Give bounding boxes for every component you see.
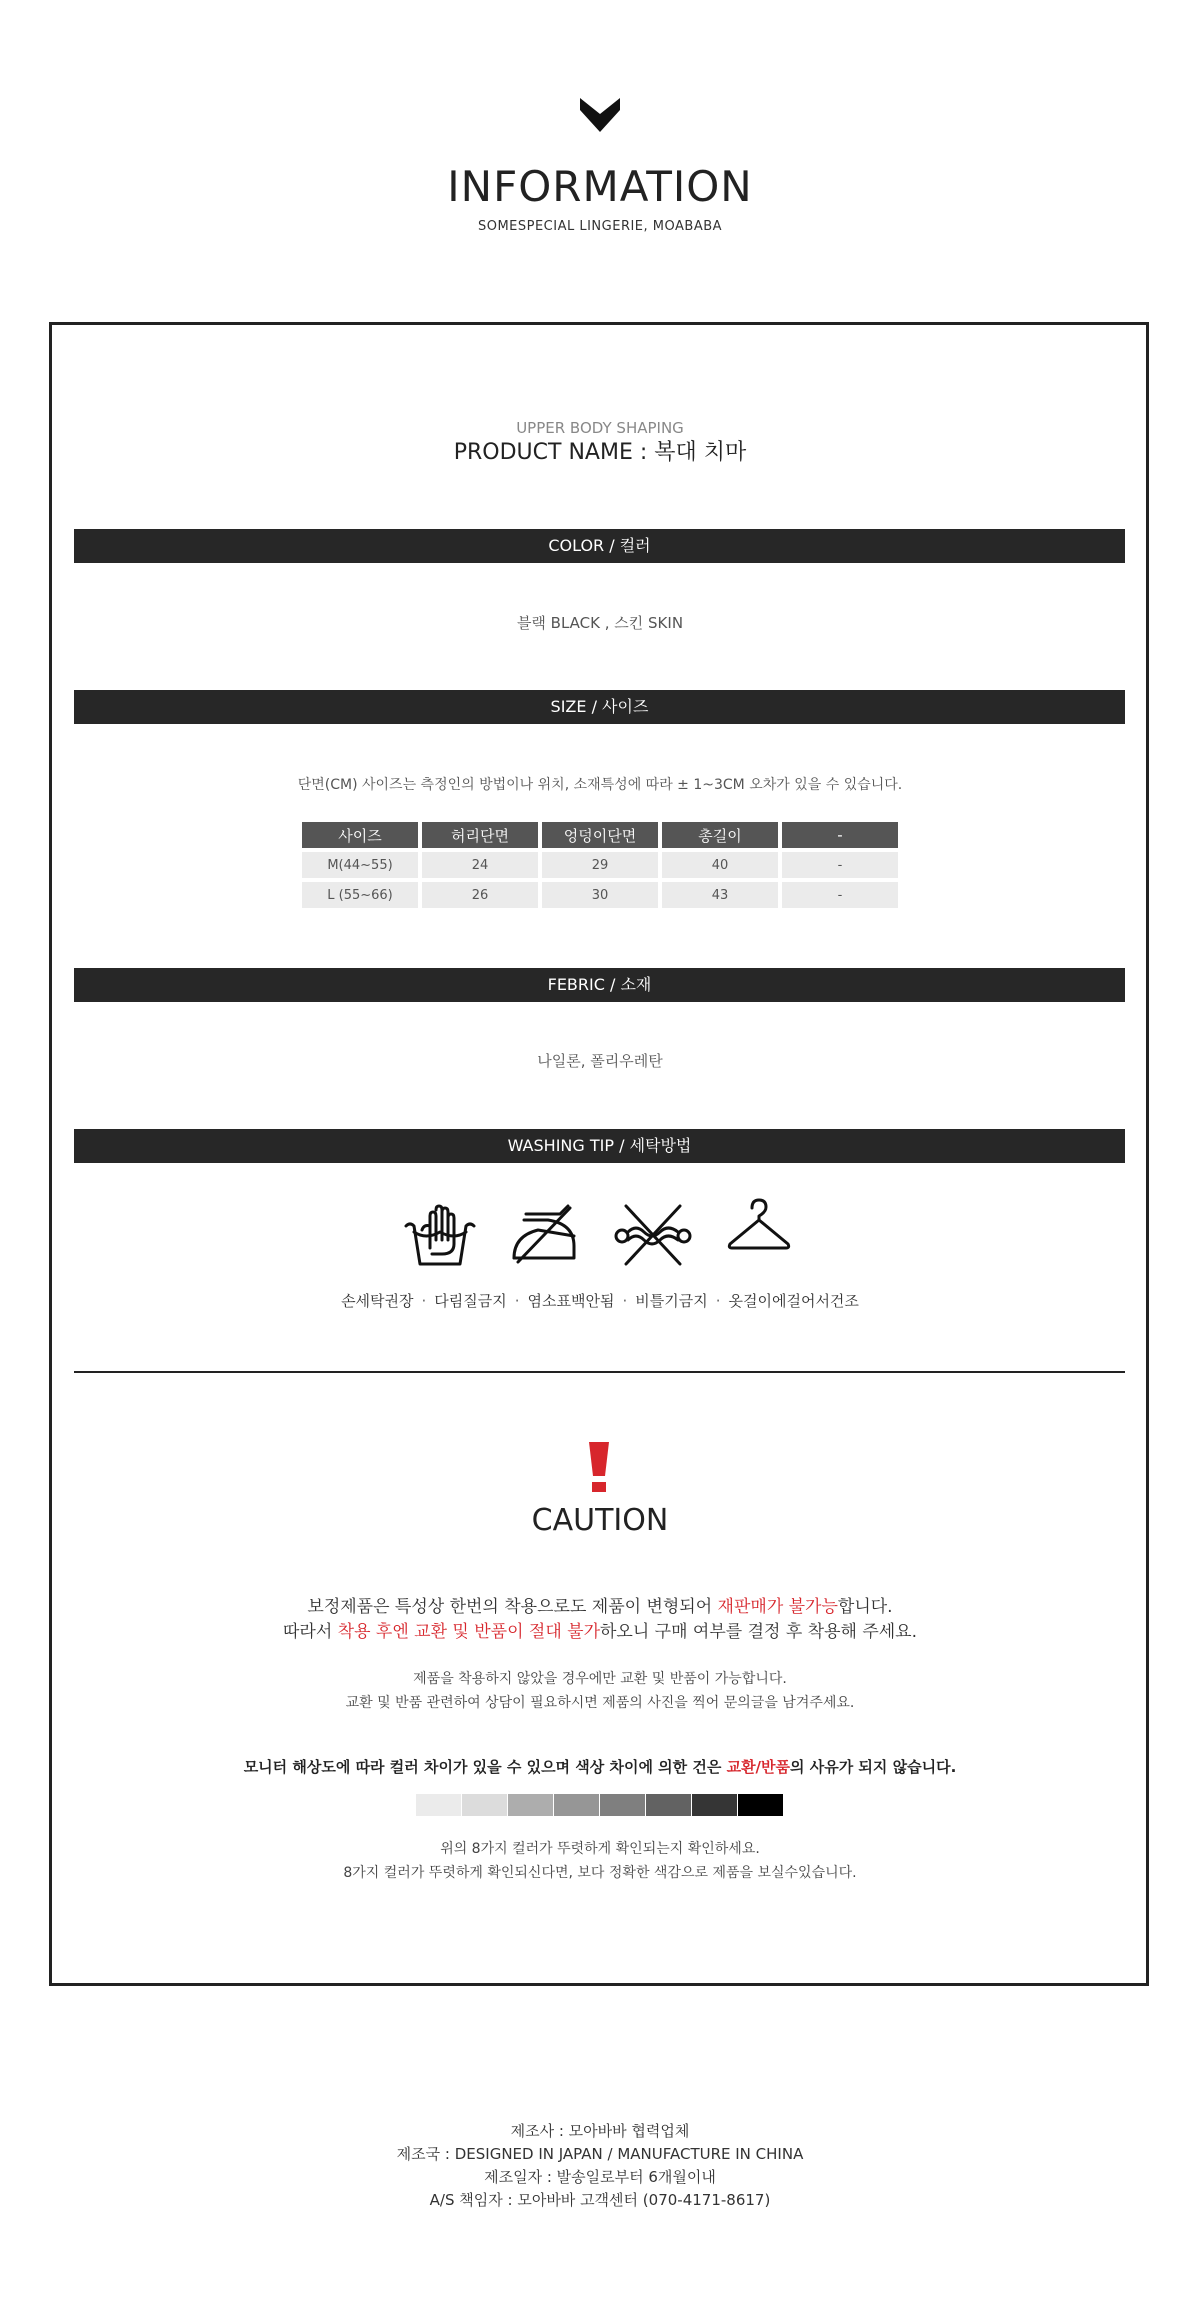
table-cell: 24 (422, 852, 538, 878)
swatch (600, 1794, 645, 1816)
color-heading: COLOR / 컬러 (74, 529, 1125, 563)
swatch (508, 1794, 553, 1816)
swatch (554, 1794, 599, 1816)
washing-icons (0, 1196, 1200, 1268)
caution-text: 보정제품은 특성상 한번의 착용으로도 제품이 변형되어 (307, 1597, 718, 1617)
separator: · (421, 1292, 427, 1310)
notice-highlight: 교환/반품 (726, 1758, 791, 1776)
section-divider (74, 1371, 1125, 1373)
caution-line-4: 교환 및 반품 관련하여 상담이 필요하시면 제품의 사진을 찍어 문의글을 남겨주세요. (345, 1695, 855, 1711)
footer-date: 제조일자 : 발송일로부터 6개월이내 (484, 2168, 716, 2186)
table-cell: - (782, 882, 898, 908)
swatch (692, 1794, 737, 1816)
no-iron-icon (508, 1196, 580, 1268)
size-note: 단면(CM) 사이즈는 측정인의 방법이나 위치, 소재특성에 따라 ± 1~3CM 오차가 있을 수 있습니다. (297, 777, 903, 793)
swatch-check-2: 8가지 컬러가 뚜렷하게 확인되신다면, 보다 정확한 색감으로 제품을 보실수있습니다. (343, 1865, 857, 1881)
caution-line-3: 제품을 착용하지 않았을 경우에만 교환 및 반품이 가능합니다. (413, 1671, 787, 1687)
washing-label: 비틀기금지 (635, 1292, 708, 1310)
footer-as: A/S 책임자 : 모아바바 고객센터 (070-4171-8617) (429, 2191, 771, 2209)
swatch (646, 1794, 691, 1816)
washing-labels (0, 1290, 1200, 1311)
swatch (462, 1794, 507, 1816)
notice-text: 의 사유가 되지 않습니다. (790, 1758, 957, 1776)
hand-wash-icon (402, 1196, 478, 1268)
separator: · (514, 1292, 520, 1310)
table-row (302, 852, 898, 878)
caution-line-1 (0, 1592, 1200, 1617)
table-cell: L (55~66) (302, 882, 418, 908)
page-title: INFORMATION (447, 162, 753, 211)
swatch-check-1: 위의 8가지 컬러가 뚜렷하게 확인되는지 확인하세요. (440, 1841, 760, 1857)
column-header: - (782, 822, 898, 848)
size-heading: SIZE / 사이즈 (74, 690, 1125, 724)
product-name: PRODUCT NAME : 복대 치마 (453, 440, 747, 465)
table-cell: M(44~55) (302, 852, 418, 878)
column-header: 사이즈 (302, 822, 418, 848)
notice-text: 모니터 해상도에 따라 컬러 차이가 있을 수 있으며 색상 차이에 의한 건은 (243, 1758, 727, 1776)
monitor-notice (0, 1756, 1200, 1777)
column-header: 총길이 (662, 822, 778, 848)
caution-text: 합니다. (837, 1597, 893, 1617)
caution-text: 따라서 (282, 1622, 338, 1642)
table-cell: 40 (662, 852, 778, 878)
swatch (416, 1794, 461, 1816)
washing-label: 염소표백안됨 (527, 1292, 615, 1310)
column-header: 엉덩이단면 (542, 822, 658, 848)
chevron-down-icon (580, 98, 620, 132)
caution-text: 하오니 구매 여부를 결정 후 착용해 주세요. (600, 1622, 918, 1642)
size-table (298, 818, 902, 912)
footer-maker: 제조사 : 모아바바 협력업체 (510, 2122, 690, 2140)
fabric-value: 나일론, 폴리우레탄 (537, 1052, 663, 1070)
separator: · (622, 1292, 628, 1310)
column-header: 허리단면 (422, 822, 538, 848)
color-value: 블랙 BLACK , 스킨 SKIN (516, 614, 684, 632)
caution-title: CAUTION (531, 1503, 669, 1538)
washing-label: 옷걸이에걸어서건조 (728, 1292, 859, 1310)
fabric-heading: FEBRIC / 소재 (74, 968, 1125, 1002)
caution-highlight: 착용 후엔 교환 및 반품이 절대 불가 (337, 1622, 600, 1642)
caution-line-2 (0, 1617, 1200, 1642)
table-cell: 29 (542, 852, 658, 878)
washing-label: 손세탁권장 (341, 1292, 414, 1310)
color-swatches (416, 1794, 784, 1816)
separator: · (715, 1292, 721, 1310)
no-bleach-icon (612, 1196, 694, 1268)
size-table-header (302, 822, 898, 848)
table-cell: - (782, 852, 898, 878)
hanger-dry-icon (726, 1196, 792, 1256)
page-subtitle: SOMESPECIAL LINGERIE, MOABABA (477, 219, 723, 234)
table-cell: 43 (662, 882, 778, 908)
washing-label: 다림질금지 (434, 1292, 507, 1310)
table-cell: 30 (542, 882, 658, 908)
washing-heading: WASHING TIP / 세탁방법 (74, 1129, 1125, 1163)
product-category: UPPER BODY SHAPING (516, 419, 684, 437)
footer-country: 제조국 : DESIGNED IN JAPAN / MANUFACTURE IN CHINA (396, 2145, 804, 2163)
table-cell: 26 (422, 882, 538, 908)
table-row (302, 882, 898, 908)
exclamation-icon (588, 1442, 610, 1492)
swatch (738, 1794, 783, 1816)
caution-highlight: 재판매가 불가능 (717, 1597, 838, 1617)
